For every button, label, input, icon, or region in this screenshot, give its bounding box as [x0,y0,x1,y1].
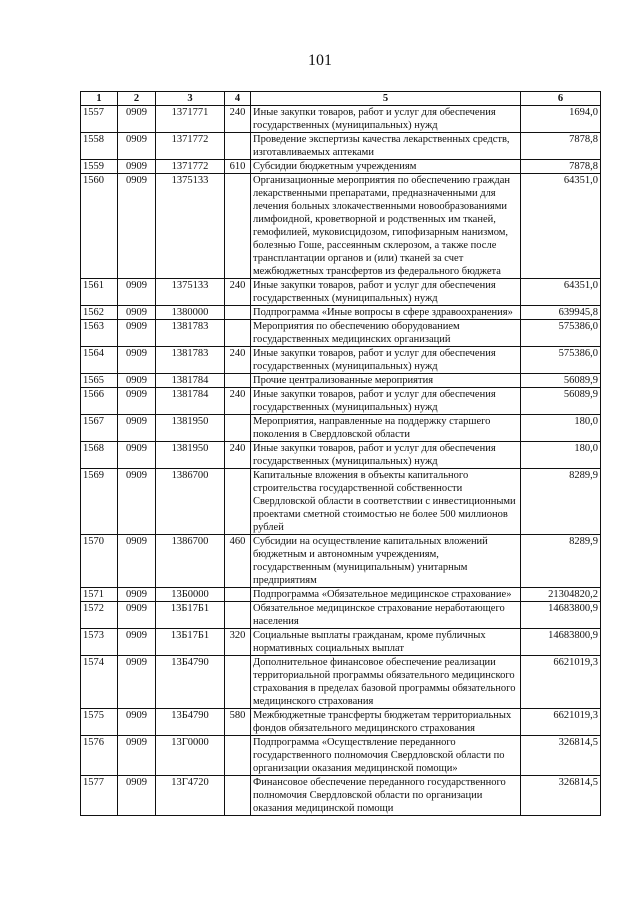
amount-cell: 7878,8 [521,160,601,174]
table-row [81,629,601,656]
row-number-cell: 1572 [81,602,118,629]
row-number-cell: 1565 [81,374,118,388]
target-code-cell: 1381783 [156,347,225,374]
expense-type-cell [225,656,251,709]
expense-type-cell: 240 [225,388,251,415]
target-code-cell: 1375133 [156,174,225,279]
section-code-cell: 0909 [118,106,156,133]
row-number-cell: 1558 [81,133,118,160]
item-name-cell: Социальные выплаты гражданам, кроме публичных нормативных социальных выплат [251,629,521,656]
item-name-cell: Финансовое обеспечение переданного государственного полномочия Свердловской области по организации оказания медицинской помощи [251,776,521,816]
section-code-cell: 0909 [118,535,156,588]
target-code-cell: 1371771 [156,106,225,133]
item-name-cell: Организационные мероприятия по обеспечению граждан лекарственными препаратами, предназначенными для лечения больных злокачественными новообразованиями лимфоидной, кроветворной и родственных им тканей, гемофилией, муковисцидозом, гипофизарным нанизмом, болезнью Гоше, рассеянным склерозом, а также после трансплантации органов и (или) тканей за счет межбюджетных трансфертов из федерального бюджета [251,174,521,279]
amount-cell: 56089,9 [521,374,601,388]
amount-cell: 639945,8 [521,306,601,320]
expense-type-cell [225,174,251,279]
amount-cell: 64351,0 [521,279,601,306]
section-code-cell: 0909 [118,415,156,442]
row-number-cell: 1573 [81,629,118,656]
amount-cell: 56089,9 [521,388,601,415]
row-number-cell: 1560 [81,174,118,279]
section-code-cell: 0909 [118,602,156,629]
table-row [81,736,601,776]
header-cell: 4 [225,92,251,106]
table-row [81,133,601,160]
target-code-cell: 13Г0000 [156,736,225,776]
target-code-cell: 1381784 [156,388,225,415]
target-code-cell: 13Б0000 [156,588,225,602]
table-row [81,535,601,588]
table-row [81,656,601,709]
item-name-cell: Подпрограмма «Иные вопросы в сфере здравоохранения» [251,306,521,320]
row-number-cell: 1567 [81,415,118,442]
item-name-cell: Обязательное медицинское страхование неработающего населения [251,602,521,629]
item-name-cell: Иные закупки товаров, работ и услуг для обеспечения государственных (муниципальных) нужд [251,388,521,415]
table-header-row [81,92,601,106]
section-code-cell: 0909 [118,709,156,736]
item-name-cell: Проведение экспертизы качества лекарственных средств, изготавливаемых аптеками [251,133,521,160]
amount-cell: 326814,5 [521,776,601,816]
amount-cell: 6621019,3 [521,709,601,736]
section-code-cell: 0909 [118,588,156,602]
table-row [81,388,601,415]
section-code-cell: 0909 [118,776,156,816]
header-cell: 3 [156,92,225,106]
section-code-cell: 0909 [118,160,156,174]
section-code-cell: 0909 [118,656,156,709]
expense-type-cell: 610 [225,160,251,174]
amount-cell: 64351,0 [521,174,601,279]
target-code-cell: 13Б17Б1 [156,629,225,656]
target-code-cell: 1375133 [156,279,225,306]
table-row [81,415,601,442]
table-row [81,279,601,306]
table-row [81,320,601,347]
table-row [81,442,601,469]
target-code-cell: 1381950 [156,442,225,469]
expense-type-cell [225,736,251,776]
row-number-cell: 1577 [81,776,118,816]
target-code-cell: 1386700 [156,535,225,588]
expense-type-cell [225,320,251,347]
amount-cell: 14683800,9 [521,629,601,656]
section-code-cell: 0909 [118,279,156,306]
amount-cell: 180,0 [521,442,601,469]
amount-cell: 7878,8 [521,133,601,160]
header-cell: 6 [521,92,601,106]
expense-type-cell: 240 [225,279,251,306]
row-number-cell: 1557 [81,106,118,133]
section-code-cell: 0909 [118,306,156,320]
amount-cell: 8289,9 [521,469,601,535]
row-number-cell: 1561 [81,279,118,306]
header-cell: 1 [81,92,118,106]
expense-type-cell: 460 [225,535,251,588]
item-name-cell: Субсидии бюджетным учреждениям [251,160,521,174]
expense-type-cell: 240 [225,106,251,133]
table-body [81,106,601,816]
item-name-cell: Подпрограмма «Осуществление переданного государственного полномочия Свердловской области по организации оказания медицинской помощи» [251,736,521,776]
amount-cell: 326814,5 [521,736,601,776]
amount-cell: 6621019,3 [521,656,601,709]
table-row [81,602,601,629]
target-code-cell: 1371772 [156,160,225,174]
row-number-cell: 1568 [81,442,118,469]
item-name-cell: Дополнительное финансовое обеспечение реализации территориальной программы обязательного медицинского страхования в пределах базовой программы обязательного медицинского страхования [251,656,521,709]
section-code-cell: 0909 [118,736,156,776]
table-row [81,374,601,388]
item-name-cell: Иные закупки товаров, работ и услуг для обеспечения государственных (муниципальных) нужд [251,279,521,306]
table-row [81,160,601,174]
item-name-cell: Капитальные вложения в объекты капитального строительства государственной собственности Свердловской области в соответствии с инвестиционными проектами сметной стоимостью не более 500 миллионов рублей [251,469,521,535]
header-cell: 2 [118,92,156,106]
table-row [81,776,601,816]
target-code-cell: 1371772 [156,133,225,160]
target-code-cell: 1381784 [156,374,225,388]
expense-type-cell: 240 [225,442,251,469]
expense-type-cell [225,588,251,602]
expense-type-cell [225,306,251,320]
row-number-cell: 1569 [81,469,118,535]
table-row [81,106,601,133]
row-number-cell: 1563 [81,320,118,347]
page-number: 101 [308,52,332,69]
section-code-cell: 0909 [118,629,156,656]
amount-cell: 14683800,9 [521,602,601,629]
section-code-cell: 0909 [118,320,156,347]
item-name-cell: Подпрограмма «Обязательное медицинское страхование» [251,588,521,602]
expense-type-cell [225,133,251,160]
section-code-cell: 0909 [118,174,156,279]
row-number-cell: 1571 [81,588,118,602]
amount-cell: 8289,9 [521,535,601,588]
row-number-cell: 1566 [81,388,118,415]
item-name-cell: Мероприятия, направленные на поддержку старшего поколения в Свердловской области [251,415,521,442]
table-row [81,306,601,320]
section-code-cell: 0909 [118,388,156,415]
target-code-cell: 13Б17Б1 [156,602,225,629]
item-name-cell: Иные закупки товаров, работ и услуг для обеспечения государственных (муниципальных) нужд [251,106,521,133]
header-cell: 5 [251,92,521,106]
row-number-cell: 1570 [81,535,118,588]
row-number-cell: 1574 [81,656,118,709]
section-code-cell: 0909 [118,469,156,535]
expense-type-cell: 240 [225,347,251,374]
section-code-cell: 0909 [118,442,156,469]
expense-type-cell [225,469,251,535]
amount-cell: 575386,0 [521,347,601,374]
item-name-cell: Прочие централизованные мероприятия [251,374,521,388]
target-code-cell: 1386700 [156,469,225,535]
expense-type-cell [225,415,251,442]
table-row [81,174,601,279]
target-code-cell: 1381783 [156,320,225,347]
row-number-cell: 1559 [81,160,118,174]
row-number-cell: 1576 [81,736,118,776]
target-code-cell: 13Б4790 [156,709,225,736]
section-code-cell: 0909 [118,374,156,388]
item-name-cell: Иные закупки товаров, работ и услуг для обеспечения государственных (муниципальных) нужд [251,347,521,374]
table-row [81,588,601,602]
row-number-cell: 1562 [81,306,118,320]
item-name-cell: Субсидии на осуществление капитальных вложений бюджетным и автономным учреждениям, государственным (муниципальным) унитарным предприятиям [251,535,521,588]
expense-type-cell: 320 [225,629,251,656]
amount-cell: 180,0 [521,415,601,442]
section-code-cell: 0909 [118,347,156,374]
expense-type-cell [225,776,251,816]
expense-type-cell: 580 [225,709,251,736]
table-row [81,709,601,736]
target-code-cell: 1381950 [156,415,225,442]
expense-type-cell [225,602,251,629]
item-name-cell: Межбюджетные трансферты бюджетам территориальных фондов обязательного медицинского страхования [251,709,521,736]
target-code-cell: 1380000 [156,306,225,320]
row-number-cell: 1575 [81,709,118,736]
table-row [81,469,601,535]
target-code-cell: 13Г4720 [156,776,225,816]
item-name-cell: Иные закупки товаров, работ и услуг для обеспечения государственных (муниципальных) нужд [251,442,521,469]
expense-type-cell [225,374,251,388]
amount-cell: 1694,0 [521,106,601,133]
amount-cell: 575386,0 [521,320,601,347]
row-number-cell: 1564 [81,347,118,374]
budget-table [80,91,601,816]
item-name-cell: Мероприятия по обеспечению оборудованием государственных медицинских организаций [251,320,521,347]
target-code-cell: 13Б4790 [156,656,225,709]
table-row [81,347,601,374]
section-code-cell: 0909 [118,133,156,160]
amount-cell: 21304820,2 [521,588,601,602]
